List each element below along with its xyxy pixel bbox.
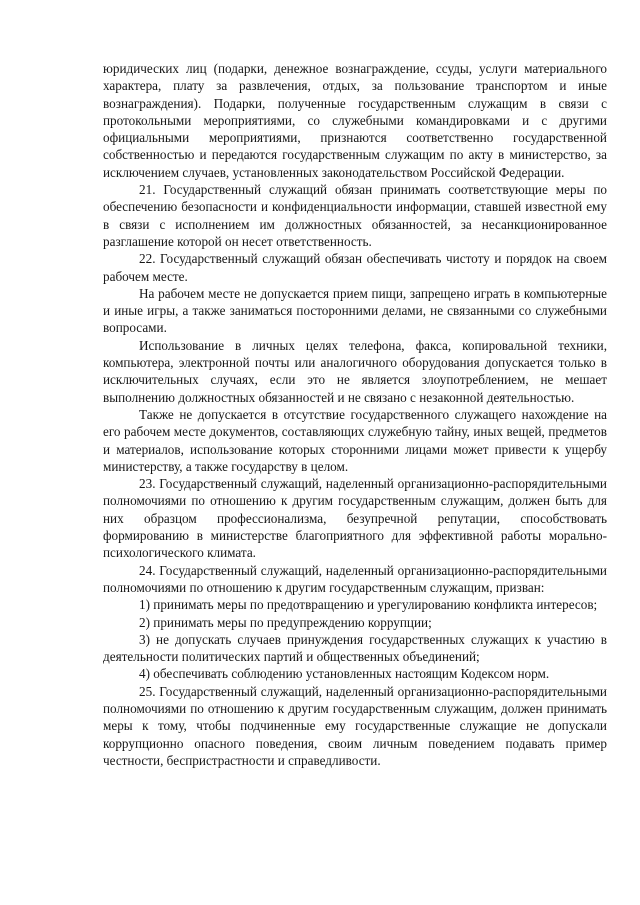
paragraph-21: 21. Государственный служащий обязан принимать соответствующие меры по обеспечению безопасности и конфиденциальности информации, ставшей известной ему в связи с исполнением им должностных обязанностей, за несанкционированное разглашение которой он несет ответственность. (103, 182, 607, 249)
document-page (103, 60, 607, 769)
paragraph-equipment-use: Использование в личных целях телефона, факса, копировальной техники, компьютера, электронной почты или аналогичного оборудования допускается только в исключительных случаях, если это не является злоупотреблением, не мешает выполнению должностных обязанностей и не связано с незаконной деятельностью. (103, 337, 607, 405)
paragraph-23: 23. Государственный служащий, наделенный организационно-распорядительными полномочиями по отношению к другим государственным служащим, должен быть для них образцом профессионализма, безупречной репутации, способствовать формированию в министерстве благоприятного для эффективной работы морально-психологического климата. (103, 476, 607, 561)
paragraph-documents-absence: Также не допускается в отсутствие государственного служащего нахождение на его рабочем месте документов, составляющих служебную тайну, иных вещей, предметов и материалов, использование которых сторонними лицами может привести к ущербу министерству, а также государству в целом. (103, 406, 607, 474)
list-item-4: 4) обеспечивать соблюдению установленных настоящим Кодексом норм. (139, 666, 550, 682)
paragraph-25: 25. Государственный служащий, наделенный организационно-распорядительными полномочиями по отношению к другим государственным служащим, должен принимать меры к тому, чтобы подчиненные ему государственные служащие не допускали коррупционно опасного поведения, своим личным поведением подавать пример честности, беспристрастности и справедливости. (103, 683, 607, 768)
paragraph-24: 24. Государственный служащий, наделенный организационно-распорядительными полномочиями по отношению к другим государственным служащим, призван: (103, 562, 607, 595)
list-item-3: 3) не допускать случаев принуждения государственных служащих к участию в деятельности политических партий и общественных объединений; (103, 631, 607, 665)
list-item-1: 1) принимать меры по предотвращению и урегулированию конфликта интересов; (139, 597, 598, 613)
paragraph-22: 22. Государственный служащий обязан обеспечивать чистоту и порядок на своем рабочем месте. (103, 251, 607, 284)
list-item-2: 2) принимать меры по предупреждению коррупции; (139, 614, 432, 630)
paragraph-workplace-rules: На рабочем месте не допускается прием пищи, запрещено играть в компьютерные и иные игры, а также заниматься посторонними делами, не связанными со служебными вопросами. (103, 285, 607, 336)
paragraph-gifts-continuation: юридических лиц (подарки, денежное вознаграждение, ссуды, услуги материального характера, плату за развлечения, отдых, за пользование транспортом и иные вознаграждения). Подарки, полученные государственным служащим в связи с протокольными мероприятиями, со служебными командировками и с другими официальными мероприятиями, признаются соответственно государственной собственностью и передаются государственным служащим по акту в министерство, за исключением случаев, установленных законодательством Российской Федерации. (103, 61, 607, 180)
